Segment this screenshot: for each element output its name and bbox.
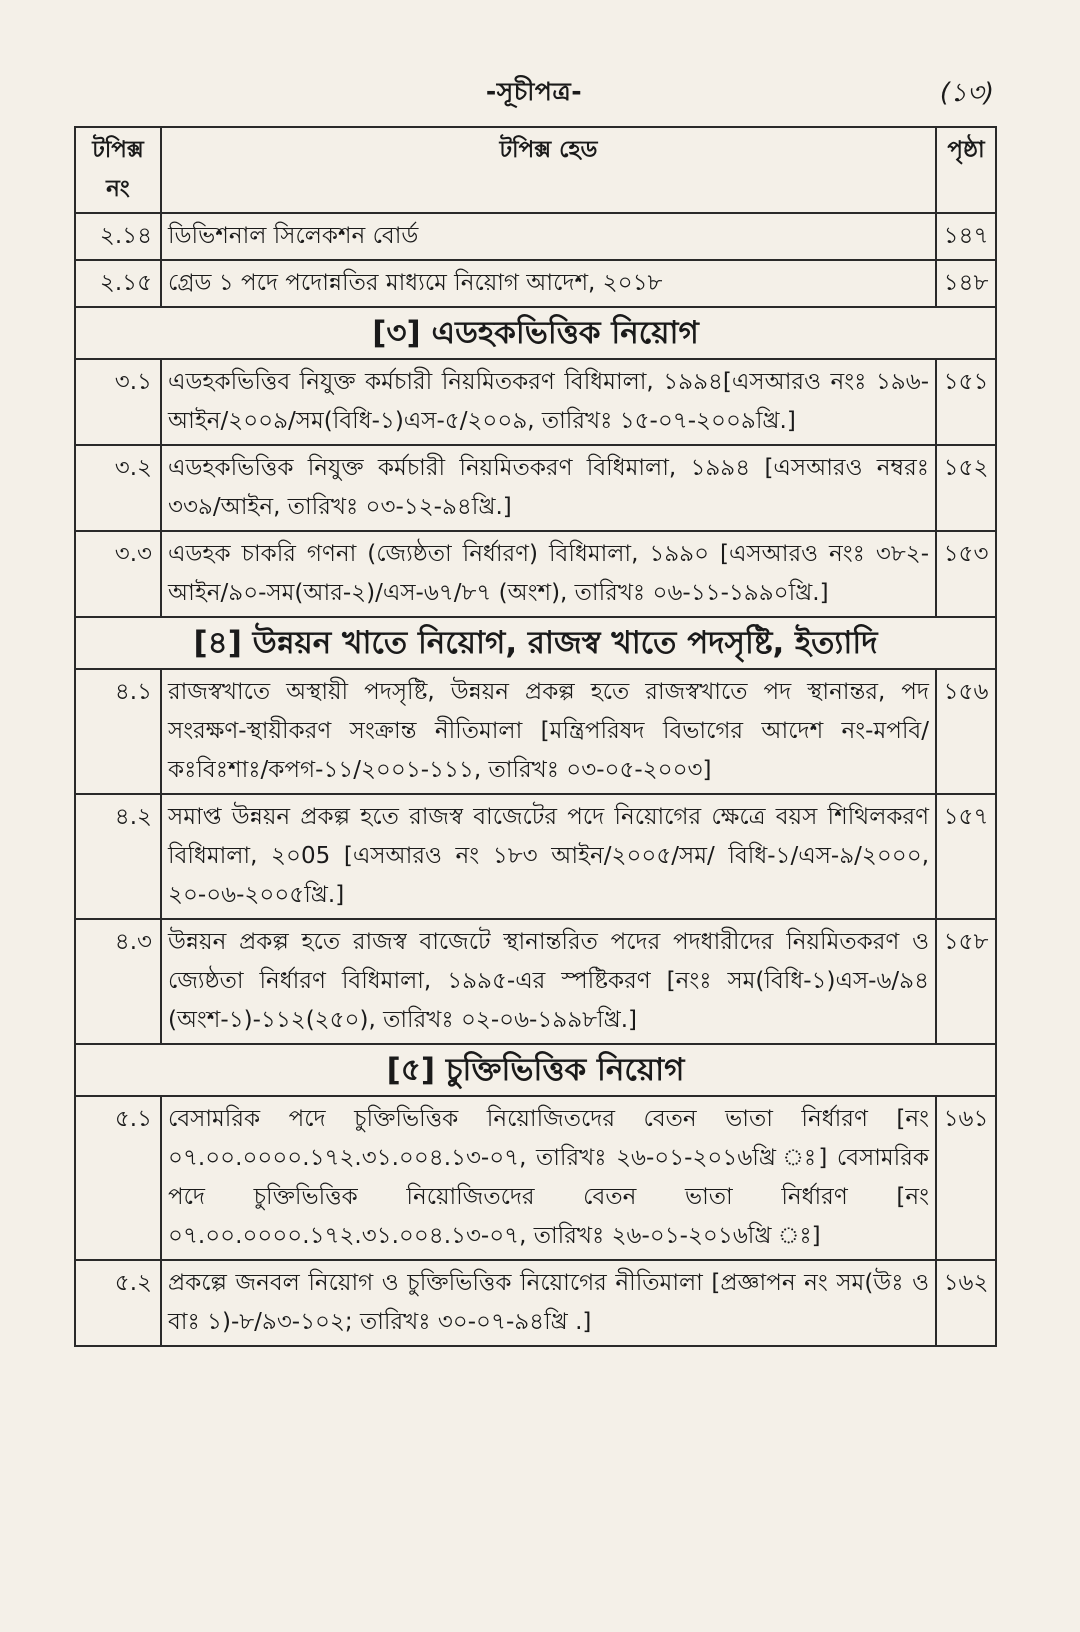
topic-number: ৪.৩ (75, 919, 161, 1044)
header-page: পৃষ্ঠা (936, 127, 996, 213)
header-topic-head: টপিক্স হেড (161, 127, 936, 213)
header-topic-no: টপিক্স নং (75, 127, 161, 213)
section-row (75, 307, 996, 359)
section-heading: [৪] উন্নয়ন খাতে নিয়োগ, রাজস্ব খাতে পদসৃষ্টি, ইত্যাদি (75, 617, 996, 669)
table-row (75, 359, 996, 445)
table-header-row (75, 127, 996, 213)
topic-title: সমাপ্ত উন্নয়ন প্রকল্প হতে রাজস্ব বাজেটের পদে নিয়োগের ক্ষেত্রে বয়স শিথিলকরণ বিধিমালা, ২০05 [এসআরও নং ১৮৩ আইন/২০০৫/সম/ বিধি-১/এস-৯/২০০০, ২০-০৬-২০০৫খ্রি.] (161, 794, 936, 919)
page-ref: ১৫৩ (936, 531, 996, 617)
section-heading: [৩] এডহকভিত্তিক নিয়োগ (75, 307, 996, 359)
topic-number: ৫.১ (75, 1096, 161, 1260)
topic-title: এডহকভিত্তিক নিযুক্ত কর্মচারী নিয়মিতকরণ বিধিমালা, ১৯৯৪ [এসআরও নম্বরঃ ৩৩৯/আইন, তারিখঃ ০৩-১২-৯৪খ্রি.] (161, 445, 936, 531)
page-ref: ১৪৮ (936, 260, 996, 307)
page-ref: ১৫২ (936, 445, 996, 531)
topic-title: এডহক চাকরি গণনা (জ্যেষ্ঠতা নির্ধারণ) বিধিমালা, ১৯৯০ [এসআরও নংঃ ৩৮২-আইন/৯০-সম(আর-২)/এস-৬৭/৮৭ (অংশ), তারিখঃ ০৬-১১-১৯৯০খ্রি.] (161, 531, 936, 617)
table-row (75, 260, 996, 307)
page-number: (১৩) (939, 78, 994, 108)
page-ref: ১৬২ (936, 1260, 996, 1346)
table-row (75, 1260, 996, 1346)
table-row (75, 445, 996, 531)
topic-number: ২.১৪ (75, 213, 161, 260)
page-ref: ১৫১ (936, 359, 996, 445)
topic-title: এডহকভিত্তিব নিযুক্ত কর্মচারী নিয়মিতকরণ বিধিমালা, ১৯৯৪[এসআরও নংঃ ১৯৬-আইন/২০০৯/সম(বিধি-১)এস-৫/২০০৯, তারিখঃ ১৫-০৭-২০০৯খ্রি.] (161, 359, 936, 445)
page-ref: ১৫৮ (936, 919, 996, 1044)
page-title: -সূচীপত্র- (485, 77, 583, 106)
topic-number: ২.১৫ (75, 260, 161, 307)
topic-number: ৩.২ (75, 445, 161, 531)
topic-title: বেসামরিক পদে চুক্তিভিত্তিক নিয়োজিতদের বেতন ভাতা নির্ধারণ [নং ০৭.০০.০০০০.১৭২.৩১.০০৪.১৩-০৭, তারিখঃ ২৬-০১-২০১৬খ্রি ঃ] বেসামরিক পদে চুক্তিভিত্তিক নিয়োজিতদের বেতন ভাতা নির্ধারণ [নং ০৭.০০.০০০০.১৭২.৩১.০০৪.১৩-০৭, তারিখঃ ২৬-০১-২০১৬খ্রি ঃ] (161, 1096, 936, 1260)
table-row (75, 919, 996, 1044)
topic-title: প্রকল্পে জনবল নিয়োগ ও চুক্তিভিত্তিক নিয়োগের নীতিমালা [প্রজ্ঞাপন নং সম(উঃ ও বাঃ ১)-৮/৯৩-১০২; তারিখঃ ৩০-০৭-৯৪খ্রি .] (161, 1260, 936, 1346)
table-row (75, 1096, 996, 1260)
topic-number: ৩.৩ (75, 531, 161, 617)
page-ref: ১৬১ (936, 1096, 996, 1260)
toc-body (75, 213, 996, 1346)
page-ref: ১৪৭ (936, 213, 996, 260)
topic-title: ডিভিশনাল সিলেকশন বোর্ড (161, 213, 936, 260)
page-header (74, 72, 994, 116)
page-ref: ১৫৭ (936, 794, 996, 919)
table-row (75, 213, 996, 260)
section-row (75, 617, 996, 669)
topic-number: ৫.২ (75, 1260, 161, 1346)
topic-title: উন্নয়ন প্রকল্প হতে রাজস্ব বাজেটে স্থানান্তরিত পদের পদধারীদের নিয়মিতকরণ ও জ্যেষ্ঠতা নির্ধারণ বিধিমালা, ১৯৯৫-এর স্পষ্টিকরণ [নংঃ সম(বিধি-১)এস-৬/৯৪ (অংশ-১)-১১২(২৫০), তারিখঃ ০২-০৬-১৯৯৮খ্রি.] (161, 919, 936, 1044)
toc-table (74, 126, 997, 1347)
topic-title: রাজস্বখাতে অস্থায়ী পদসৃষ্টি, উন্নয়ন প্রকল্প হতে রাজস্বখাতে পদ স্থানান্তর, পদ সংরক্ষণ-স্থায়ীকরণ সংক্রান্ত নীতিমালা [মন্ত্রিপরিষদ বিভাগের আদেশ নং-মপবি/কঃবিঃশাঃ/কপগ-১১/২০০১-১১১, তারিখঃ ০৩-০৫-২০০৩] (161, 669, 936, 794)
section-row (75, 1044, 996, 1096)
page-ref: ১৫৬ (936, 669, 996, 794)
topic-number: ৪.১ (75, 669, 161, 794)
table-row (75, 794, 996, 919)
section-heading: [৫] চুক্তিভিত্তিক নিয়োগ (75, 1044, 996, 1096)
table-row (75, 531, 996, 617)
topic-number: ৪.২ (75, 794, 161, 919)
table-row (75, 669, 996, 794)
topic-title: গ্রেড ১ পদে পদোন্নতির মাধ্যমে নিয়োগ আদেশ, ২০১৮ (161, 260, 936, 307)
topic-number: ৩.১ (75, 359, 161, 445)
